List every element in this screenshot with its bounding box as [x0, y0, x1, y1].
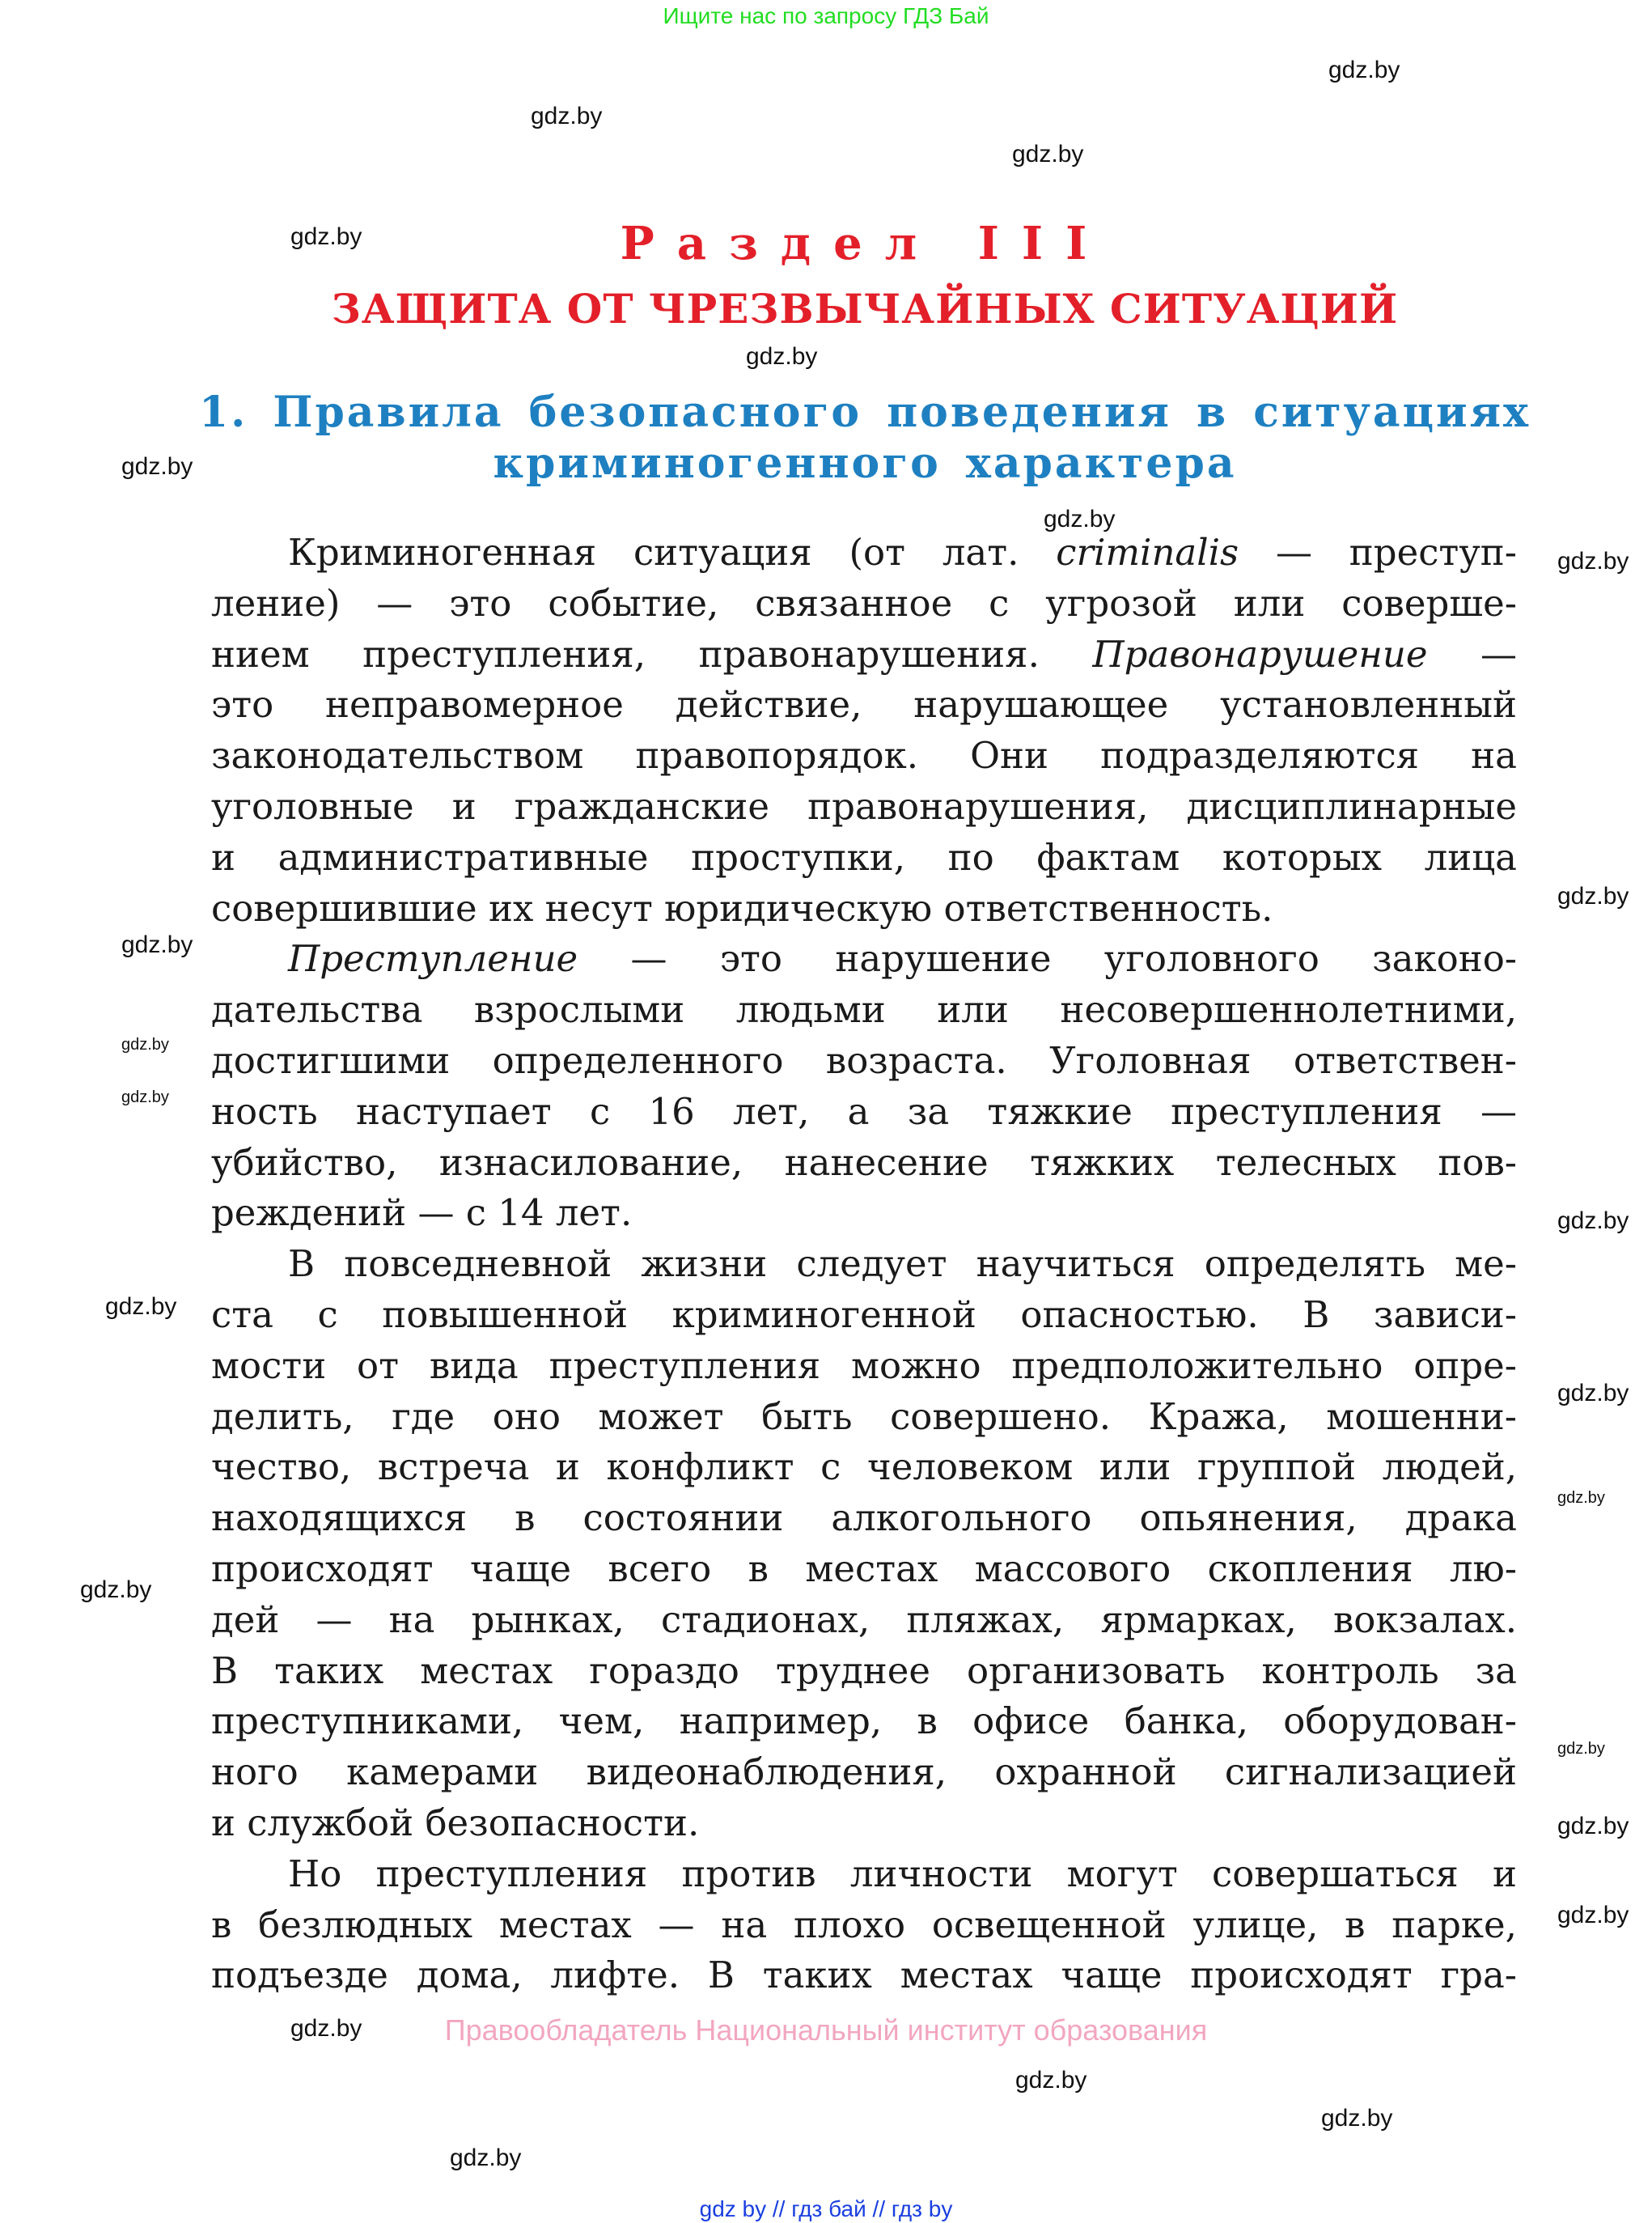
- watermark: gdz.by: [1557, 1902, 1629, 1928]
- text-line: [211, 1646, 1517, 1697]
- text-span: нием преступления, правонарушения.: [211, 632, 1093, 676]
- text-line: [211, 1239, 1517, 1290]
- watermark: gdz.by: [1557, 1740, 1605, 1758]
- watermark: gdz.by: [121, 1036, 169, 1054]
- text-span: законодательством правопорядок. Они подразделяются на: [211, 734, 1517, 778]
- text-line: [211, 1950, 1517, 2001]
- text-span: дей — на рынках, стадионах, пляжах, ярмарках, вокзалах.: [211, 1597, 1517, 1641]
- section-title: ЗАЩИТА ОТ ЧРЕЗВЫЧАЙНЫХ СИТУАЦИЙ: [331, 285, 1399, 333]
- watermark: gdz.by: [290, 223, 362, 250]
- watermark: gdz.by: [746, 343, 818, 370]
- watermark: gdz.by: [121, 1088, 169, 1106]
- text-line: [211, 1442, 1517, 1493]
- watermark: gdz.by: [531, 103, 603, 129]
- text-line: [211, 1595, 1517, 1646]
- body-text: [211, 528, 1517, 2001]
- text-span: В повседневной жизни следует научиться определять ме-: [288, 1242, 1517, 1286]
- text-line: [211, 630, 1517, 681]
- watermark: gdz.by: [290, 2015, 362, 2042]
- text-line: [211, 1290, 1517, 1341]
- section-label: Раздел III: [620, 217, 1110, 270]
- text-span: убийство, изнасилование, нанесение тяжких телесных пов-: [211, 1140, 1517, 1184]
- text-span: В таких местах гораздо труднее организовать контроль за: [211, 1648, 1517, 1692]
- text-line: [211, 782, 1517, 833]
- watermark: gdz.by: [1321, 2105, 1393, 2132]
- text-line: [211, 934, 1517, 985]
- italic-term: criminalis: [1056, 531, 1239, 574]
- text-line: [211, 1087, 1517, 1138]
- text-span: — это нарушение уголовного законо-: [578, 937, 1517, 981]
- text-span: подъезде дома, лифте. В таких местах чаще происходят гра-: [211, 1954, 1517, 1997]
- watermark: gdz.by: [1557, 1813, 1629, 1839]
- text-span: происходят чаще всего в местах массового скопления лю-: [211, 1546, 1517, 1590]
- chapter-heading-line-2: криминогенного характера: [493, 439, 1237, 488]
- watermark: gdz.by: [121, 453, 193, 480]
- text-span: преступниками, чем, например, в офисе банка, оборудован-: [211, 1699, 1517, 1743]
- watermark: gdz.by: [1557, 1380, 1629, 1406]
- text-line: [211, 528, 1517, 579]
- text-span: и административные проступки, по фактам которых лица: [211, 835, 1517, 879]
- text-span: Но преступления против личности могут совершаться и: [288, 1852, 1517, 1895]
- footer-links[interactable]: gdz by // гдз бай // гдз by: [699, 2196, 953, 2221]
- watermark: gdz.by: [1015, 2067, 1087, 2094]
- copyright-notice: Правообладатель Национальный институт образования: [444, 2013, 1208, 2047]
- text-line: [211, 985, 1517, 1036]
- watermark: gdz.by: [1328, 57, 1400, 83]
- text-span: ление) — это событие, связанное с угрозой или соверше-: [211, 581, 1517, 625]
- text-line: [211, 884, 1517, 935]
- text-line: [211, 1544, 1517, 1595]
- italic-term: Правонарушение: [1092, 632, 1428, 676]
- text-span: достигшими определенного возраста. Уголовная ответствен-: [211, 1038, 1517, 1082]
- text-line: [211, 1849, 1517, 1900]
- watermark: gdz.by: [1044, 506, 1116, 532]
- text-span: дательства взрослыми людьми или несовершеннолетними,: [211, 988, 1517, 1032]
- text-line: [211, 1493, 1517, 1544]
- text-span: и службой безопасности.: [211, 1801, 700, 1844]
- text-span: — преступ-: [1239, 531, 1517, 574]
- chapter-heading-line-1: 1. Правила безопасного поведения в ситуациях: [198, 388, 1531, 437]
- text-line: [211, 1900, 1517, 1951]
- italic-term: Преступление: [288, 937, 578, 981]
- text-span: в безлюдных местах — на плохо освещенной улице, в парке,: [211, 1903, 1517, 1946]
- text-span: мости от вида преступления можно предположительно опре-: [211, 1343, 1517, 1387]
- watermark: gdz.by: [1012, 141, 1084, 168]
- text-span: ного камерами видеонаблюдения, охранной сигнализацией: [211, 1750, 1517, 1794]
- text-line: [211, 1188, 1517, 1239]
- watermark: gdz.by: [1557, 1489, 1605, 1507]
- text-line: [211, 1696, 1517, 1747]
- text-line: [211, 833, 1517, 884]
- watermark: gdz.by: [1557, 548, 1629, 575]
- text-span: совершившие их несут юридическую ответственность.: [211, 886, 1273, 930]
- text-span: уголовные и гражданские правонарушения, дисциплинарные: [211, 784, 1517, 828]
- top-banner: Ищите нас по запросу ГДЗ Бай: [663, 3, 989, 28]
- text-span: делить, где оно может быть совершено. Кража, мошенни-: [211, 1394, 1517, 1438]
- text-span: —: [1427, 632, 1517, 676]
- text-line: [211, 731, 1517, 782]
- text-span: чество, встреча и конфликт с человеком или группой людей,: [211, 1445, 1517, 1489]
- text-line: [211, 1036, 1517, 1087]
- text-line: [211, 680, 1517, 731]
- watermark: gdz.by: [1557, 883, 1629, 910]
- text-span: это неправомерное действие, нарушающее установленный: [211, 683, 1517, 727]
- text-line: [211, 579, 1517, 630]
- text-line: [211, 1138, 1517, 1189]
- text-span: Криминогенная ситуация (от лат.: [288, 531, 1057, 574]
- watermark: gdz.by: [1557, 1207, 1629, 1234]
- watermark: gdz.by: [105, 1293, 177, 1320]
- watermark: gdz.by: [450, 2145, 522, 2171]
- text-span: находящихся в состоянии алкогольного опьянения, драка: [211, 1496, 1517, 1540]
- text-line: [211, 1392, 1517, 1443]
- text-line: [211, 1747, 1517, 1798]
- watermark: gdz.by: [121, 931, 193, 958]
- text-span: реждений — с 14 лет.: [211, 1191, 633, 1235]
- text-span: ность наступает с 16 лет, а за тяжкие преступления —: [211, 1089, 1517, 1133]
- text-line: [211, 1341, 1517, 1392]
- text-line: [211, 1798, 1517, 1849]
- watermark: gdz.by: [80, 1576, 152, 1603]
- text-span: ста с повышенной криминогенной опасностью. В зависи-: [211, 1292, 1517, 1336]
